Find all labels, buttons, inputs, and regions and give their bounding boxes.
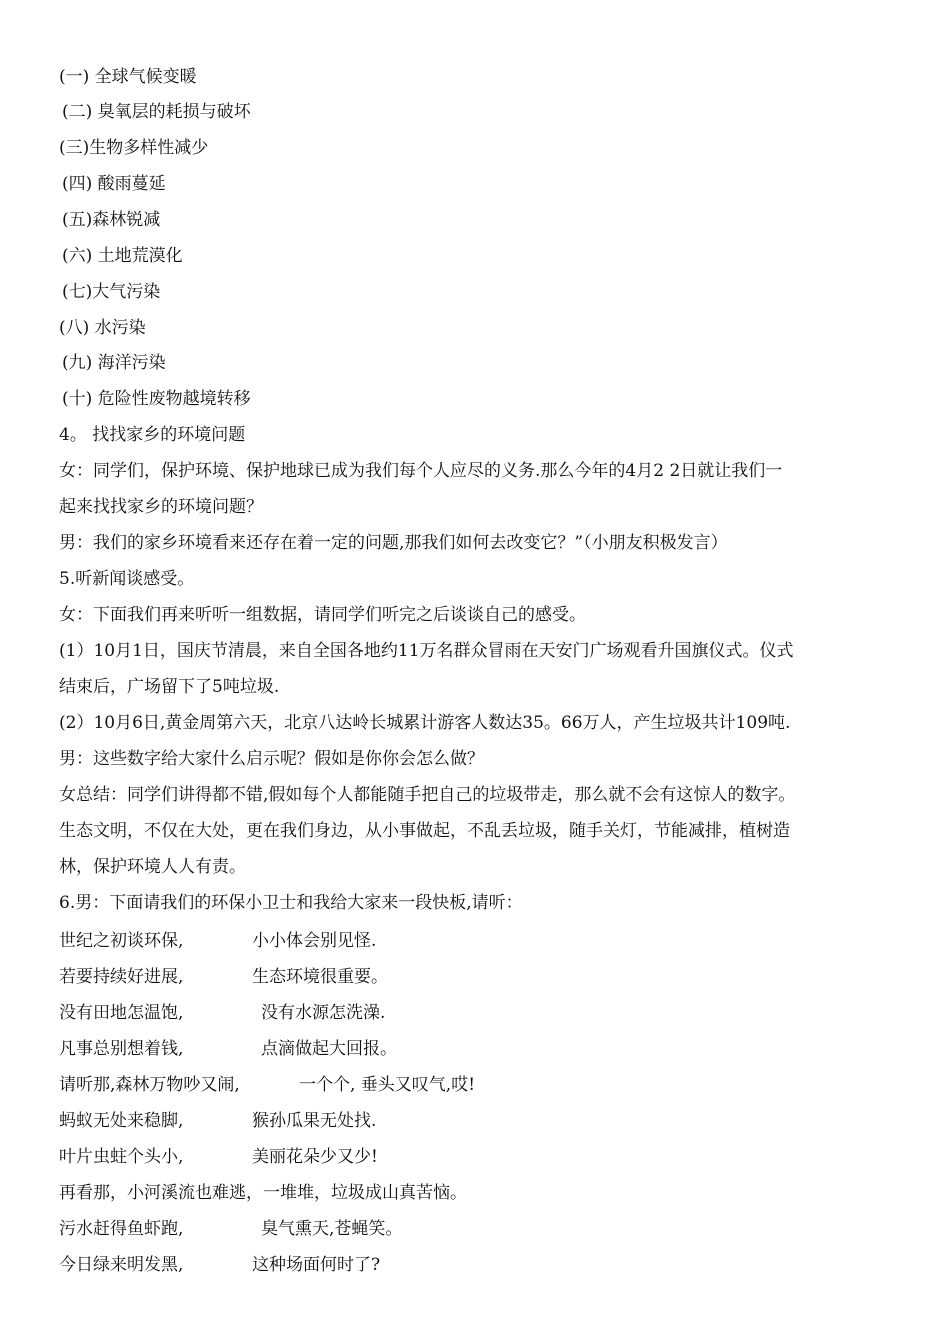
section-heading-5: 5.听新闻谈感受。 (59, 569, 195, 589)
paragraph-line: 女：下面我们再来听听一组数据，请同学们听完之后谈谈自己的感受。 (59, 605, 586, 625)
verse-second-half: 猴孙瓜果无处找. (252, 1111, 377, 1131)
list-item-4: (四) 酸雨蔓延 (62, 174, 166, 194)
verse-line (59, 1218, 899, 1240)
verse-second-half: 生态环境很重要。 (252, 967, 388, 987)
verse-first-half: 叶片虫蛀个头小, (59, 1147, 184, 1167)
list-item-6: (六) 土地荒漠化 (62, 246, 183, 266)
paragraph-line: 男：我们的家乡环境看来还存在着一定的问题,那我们如何去改变它？”（小朋友积极发言） (59, 533, 728, 553)
list-item-1: (一) 全球气候变暖 (59, 67, 197, 87)
verse-first-half: 污水赶得鱼虾跑, (59, 1219, 184, 1239)
verse-line (59, 1074, 899, 1096)
verse-line (59, 1146, 899, 1168)
paragraph-line: (1）10月1日，国庆节清晨，来自全国各地约11万名群众冒雨在天安门广场观看升国旗仪式。仪式 (59, 641, 794, 661)
verse-first-half: 若要持续好进展, (59, 967, 184, 987)
verse-first-half: 世纪之初谈环保, (59, 931, 184, 951)
verse-second-half: 没有水源怎洗澡. (261, 1003, 386, 1023)
verse-line (59, 1182, 899, 1204)
paragraph-line: 女：同学们，保护环境、保护地球已成为我们每个人应尽的义务.那么今年的4月2 2日就让我们一 (59, 461, 783, 481)
verse-first-half: 没有田地怎温饱, (59, 1003, 184, 1023)
paragraph-line: (2）10月6日,黄金周第六天，北京八达岭长城累计游客人数达35。66万人，产生垃圾共计109吨. (59, 713, 791, 733)
list-item-8: (八) 水污染 (59, 318, 146, 338)
verse-second-half: 这种场面何时了? (252, 1255, 381, 1275)
section-heading-6: 6.男：下面请我们的环保小卫士和我给大家来一段快板,请听： (59, 893, 523, 913)
verse-first-half: 请听那,森林万物吵又闹, (59, 1075, 240, 1095)
paragraph-line: 生态文明，不仅在大处，更在我们身边，从小事做起，不乱丢垃圾，随手关灯，节能减排，植树造 (59, 821, 790, 841)
paragraph-line: 起来找找家乡的环境问题？ (59, 497, 263, 517)
verse-line (59, 930, 899, 952)
paragraph-line: 女总结：同学们讲得都不错,假如每个人都能随手把自己的垃圾带走，那么就不会有这惊人的数字。 (59, 785, 796, 805)
verse-second-half: 臭气熏天,苍蝇笑。 (261, 1219, 403, 1239)
list-item-7: (七)大气污染 (62, 282, 161, 302)
verse-line (59, 966, 899, 988)
verse-line (59, 1002, 899, 1024)
verse-second-half: 一个个, 垂头又叹气,哎! (299, 1075, 476, 1095)
paragraph-line: 男：这些数字给大家什么启示呢？假如是你你会怎么做？ (59, 749, 484, 769)
list-item-5: (五)森林锐减 (62, 210, 161, 230)
section-heading-4: 4。 找找家乡的环境问题 (59, 425, 246, 445)
list-item-2: (二) 臭氧层的耗损与破坏 (62, 102, 251, 122)
verse-first-half: 今日绿来明发黑, (59, 1255, 184, 1275)
verse-second-half: 点滴做起大回报。 (261, 1039, 397, 1059)
verse-second-half: 美丽花朵少又少! (252, 1147, 378, 1167)
verse-second-half: 小小体会别见怪. (252, 931, 377, 951)
list-item-3: (三)生物多样性减少 (59, 138, 209, 158)
verse-line (59, 1254, 899, 1276)
verse-line (59, 1038, 899, 1060)
paragraph-line: 林，保护环境人人有责。 (59, 857, 246, 877)
verse-line (59, 1110, 899, 1132)
verse-first-half: 凡事总别想着钱, (59, 1039, 184, 1059)
paragraph-line: 结束后，广场留下了5吨垃圾. (59, 677, 280, 697)
list-item-10: (十) 危险性废物越境转移 (62, 389, 251, 409)
verse-first-half: 蚂蚁无处来稳脚, (59, 1111, 184, 1131)
list-item-9: (九) 海洋污染 (62, 353, 166, 373)
verse-full-line: 再看那，小河溪流也难逃，一堆堆，垃圾成山真苦恼。 (59, 1183, 467, 1203)
